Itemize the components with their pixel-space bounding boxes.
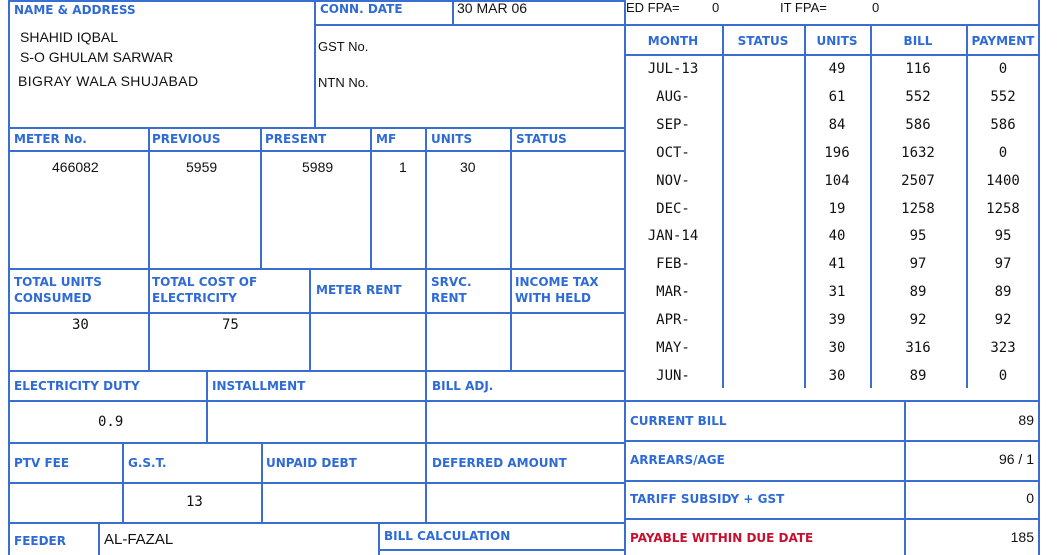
history-bill-cell: 1632	[901, 144, 935, 161]
history-bill-cell: 89	[909, 367, 927, 384]
mf-header: MF	[376, 132, 397, 146]
history-bill-cell: 1258	[901, 200, 935, 217]
gst-value: 13	[186, 494, 203, 510]
history-payment-cell: 1400	[986, 172, 1020, 189]
history-month-cell: MAY-	[656, 340, 690, 356]
arrears-age-value: 96 / 1	[998, 451, 1034, 467]
tariff-subsidy-label: TARIFF SUBSIDY + GST	[630, 492, 785, 506]
history-payment-cell: 586	[990, 116, 1016, 133]
history-units-cell: 41	[828, 256, 846, 273]
history-month-cell: APR-	[656, 312, 690, 329]
history-payment-cell: 92	[994, 312, 1012, 329]
deferred-amount-header: DEFERRED AMOUNT	[432, 456, 567, 470]
history-units-cell: 49	[828, 61, 846, 77]
ptv-fee-header: PTV FEE	[14, 456, 70, 470]
history-units-cell: 61	[828, 88, 846, 105]
history-payment-header: PAYMENT	[971, 34, 1035, 48]
conn-date-value: 30 MAR 06	[457, 0, 528, 16]
present-header: PRESENT	[265, 132, 327, 146]
bill-adj-header: BILL ADJ.	[432, 379, 494, 393]
history-month-cell: OCT-	[656, 144, 690, 161]
customer-name: SHAHID IQBAL	[20, 29, 119, 45]
meter-no-header: METER No.	[14, 132, 87, 146]
history-units-cell: 30	[828, 340, 846, 356]
history-payment-cell: 89	[994, 284, 1012, 301]
history-bill-cell: 95	[909, 228, 927, 245]
ed-fpa-label: ED FPA=	[626, 0, 680, 15]
name-address-label: NAME & ADDRESS	[14, 3, 136, 17]
previous-header: PREVIOUS	[152, 132, 221, 146]
meter-no-value: 466082	[52, 159, 99, 175]
income-tax-header: INCOME TAX WITH HELD	[515, 275, 599, 305]
history-bill-cell: 316	[905, 340, 931, 356]
total-units-header: TOTAL UNITS CONSUMED	[14, 275, 102, 305]
meter-rent-header: METER RENT	[316, 283, 402, 297]
total-units-value: 30	[72, 317, 89, 333]
srvc-rent-header: SRVC. RENT	[431, 275, 472, 305]
history-payment-cell: 97	[994, 256, 1012, 273]
total-cost-header: TOTAL COST OF ELECTRICITY	[152, 275, 258, 305]
gst-header: G.S.T.	[128, 456, 167, 470]
history-bill-cell: 92	[909, 312, 927, 329]
payable-within-due-date-label: PAYABLE WITHIN DUE DATE	[630, 531, 814, 545]
tariff-subsidy-value: 0	[1026, 490, 1034, 506]
electricity-duty-value: 0.9	[98, 414, 124, 430]
payable-within-due-date-value: 185	[1010, 529, 1034, 545]
it-fpa-label: IT FPA=	[780, 0, 827, 15]
previous-reading: 5959	[186, 159, 218, 175]
mf-value: 1	[399, 159, 407, 175]
ntn-no-label: NTN No.	[318, 75, 369, 90]
history-month-header: MONTH	[647, 34, 699, 48]
present-reading: 5989	[302, 159, 334, 175]
ed-fpa-value: 0	[712, 0, 720, 15]
bill-calculation-label: BILL CALCULATION	[384, 529, 511, 543]
history-payment-cell: 0	[998, 61, 1008, 77]
history-units-cell: 30	[828, 367, 846, 384]
gst-no-label: GST No.	[318, 39, 369, 54]
history-bill-header: BILL	[903, 34, 933, 48]
history-units-cell: 19	[828, 200, 846, 217]
history-units-cell: 31	[828, 284, 846, 301]
history-month-cell: JUL-13	[647, 61, 699, 77]
history-bill-cell: 116	[905, 61, 931, 77]
history-units-cell: 84	[828, 116, 846, 133]
history-bill-cell: 89	[909, 284, 927, 301]
current-bill-label: CURRENT BILL	[630, 414, 727, 428]
history-units-cell: 196	[824, 144, 850, 161]
history-month-cell: JAN-14	[647, 228, 699, 245]
history-payment-cell: 0	[998, 367, 1008, 384]
units-header: UNITS	[431, 132, 473, 146]
unpaid-debt-header: UNPAID DEBT	[266, 456, 357, 470]
history-units-cell: 104	[824, 172, 850, 189]
history-month-cell: FEB-	[656, 256, 690, 273]
arrears-age-label: ARREARS/AGE	[630, 453, 725, 467]
history-units-cell: 39	[828, 312, 846, 329]
history-units-header: UNITS	[816, 34, 858, 48]
history-payment-cell: 95	[994, 228, 1012, 245]
history-status-header: STATUS	[737, 34, 789, 48]
history-payment-cell: 552	[990, 88, 1016, 105]
conn-date-label: CONN. DATE	[320, 2, 403, 16]
electricity-duty-header: ELECTRICITY DUTY	[14, 379, 140, 393]
feeder-label: FEEDER	[14, 534, 66, 548]
history-bill-cell: 552	[905, 88, 931, 105]
total-cost-value: 75	[222, 317, 239, 333]
history-month-cell: MAR-	[656, 284, 690, 301]
history-month-cell: JUN-	[656, 367, 690, 384]
customer-address: BIGRAY WALA SHUJABAD	[18, 73, 199, 89]
status-header: STATUS	[516, 132, 567, 146]
history-month-cell: SEP-	[656, 116, 690, 133]
installment-header: INSTALLMENT	[212, 379, 306, 393]
it-fpa-value: 0	[872, 0, 880, 15]
units-value: 30	[460, 159, 476, 175]
history-month-cell: DEC-	[656, 200, 690, 217]
history-month-cell: AUG-	[656, 88, 690, 105]
history-payment-cell: 0	[998, 144, 1008, 161]
customer-father: S-O GHULAM SARWAR	[20, 49, 174, 65]
history-payment-cell: 1258	[986, 200, 1020, 217]
feeder-value: AL-FAZAL	[104, 531, 174, 548]
current-bill-value: 89	[1018, 412, 1034, 428]
history-payment-cell: 323	[990, 340, 1016, 356]
history-bill-cell: 586	[905, 116, 931, 133]
history-units-cell: 40	[828, 228, 846, 245]
history-bill-cell: 97	[909, 256, 927, 273]
history-month-cell: NOV-	[656, 172, 690, 189]
history-bill-cell: 2507	[901, 172, 935, 189]
